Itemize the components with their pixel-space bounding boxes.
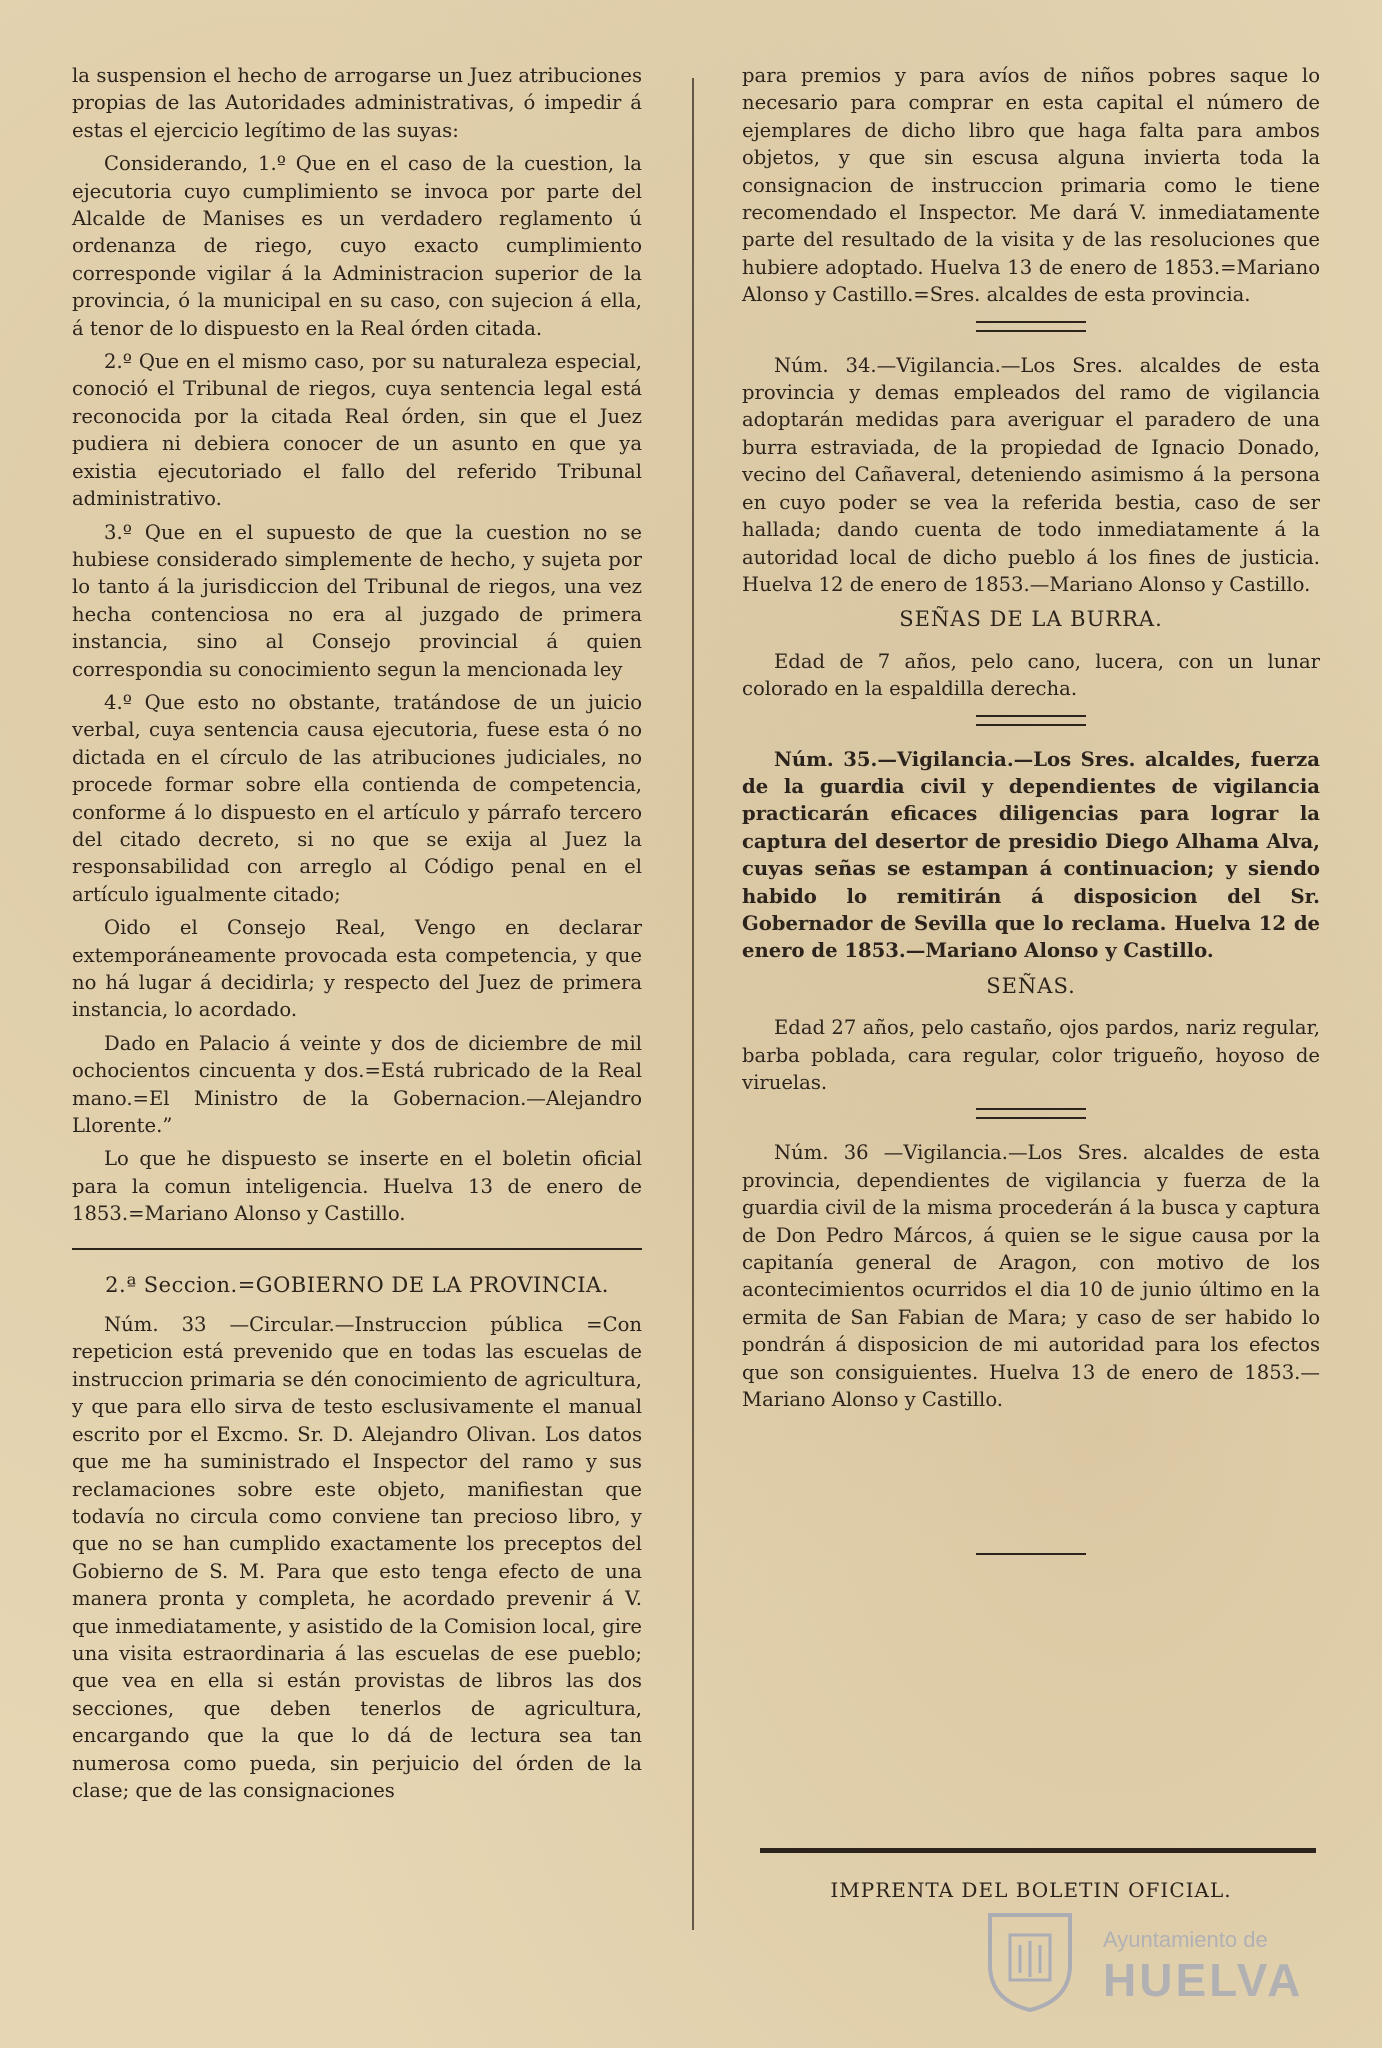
paragraph: Edad de 7 años, pelo cano, lucera, con un lunar colorado en la espaldilla derecha. xyxy=(742,649,1320,701)
footer-rule xyxy=(760,1848,1316,1853)
paragraph: Núm. 33 —Circular.—Instruccion pública =Con repeticion está prevenido que en todas las escuelas de instruccion primaria se dén conocimiento de agricultura, y que para ello sirva de testo esclusivamente el manual escrito por el Excmo. Sr. D. Alejandro Olivan. Los datos que me ha suministrado el Inspector del ramo y sus reclamaciones sobre este objeto, manifiestan que todavía no circula como conviene tan precioso libro, y que no se han cumplido exactamente los preceptos del Gobierno de S. M. Para que esto tenga efecto de una manera pronta y completa, he acordado prevenir á V. que inmediatamente, y asistido de la Comision local, gire una visita estraordinaria á las escuelas de ese pueblo; que vea en ella si están provistas de libros las dos secciones, que deben tenerlos de agricultura, encargando que la que lo dá de lectura sea tan numerosa como pueda, sin perjuicio del órden de la clase; que de las consignaciones xyxy=(72,1313,642,1802)
paragraph: para premios y para avíos de niños pobres saque lo necesario para comprar en esta capital el número de ejemplares de dicho libro que haga falta para ambos objetos, y que sin escusa alguna invierta toda la consignacion de instruccion primaria como le tiene recomendado el Inspector. Me dará V. inmediatamente parte del resultado de la visita y de las resoluciones que hubiere adoptado. Huelva 13 de enero de 1853.=Mariano Alonso y Castillo.=Sres. alcaldes de esta provincia. xyxy=(742,64,1320,307)
heading-senas: SEÑAS. xyxy=(986,973,1076,998)
right-column xyxy=(742,62,1320,1555)
column-divider xyxy=(692,78,694,1930)
imprenta-footer: IMPRENTA DEL BOLETIN OFICIAL. xyxy=(830,1878,1232,1902)
ornament-divider xyxy=(976,715,1086,726)
watermark-stamp xyxy=(975,1905,1335,2015)
paragraph: 2.º Que en el mismo caso, por su naturaleza especial, conoció el Tribunal de riegos, cuya sentencia legal está reconocida por la citada Real órden, sin que el Juez pudiera ni debiera conocer de un asunto en que ya existia ejecutoriado el fallo del referido Tribunal administrativo. xyxy=(72,350,642,511)
paragraph: Considerando, 1.º Que en el caso de la cuestion, la ejecutoria cuyo cumplimiento se invoca por parte del Alcalde de Manises es un verdadero reglamento ú ordenanza de riego, cuyo exacto cumplimiento corresponde vigilar á la Administracion superior de la provincia, ó la municipal en su caso, con sujecion á ella, á tenor de lo dispuesto en la Real órden citada. xyxy=(72,152,642,340)
paragraph: Dado en Palacio á veinte y dos de diciembre de mil ochocientos cincuenta y dos.=Está rubricado de la Real mano.=El Ministro de la Gobernacion.—Alejandro Llorente.” xyxy=(72,1031,642,1138)
paragraph: Núm. 36 —Vigilancia.—Los Sres. alcaldes de esta provincia, dependientes de vigilancia y fuerza de la guardia civil de la misma procederán á la busca y captura de Don Pedro Márcos, á quien se le sigue causa por la capitanía general de Aragon, con motivo de los acontecimientos ocurridos el dia 10 de junio último en la ermita de San Fabian de Mara; y caso de ser habido lo pondrán á disposicion de mi autoridad para los efectos que son consiguientes. Huelva 13 de enero de 1853.—Mariano Alonso y Castillo. xyxy=(742,1141,1320,1412)
paragraph: la suspension el hecho de arrogarse un Juez atribuciones propias de las Autoridades administrativas, ó impedir á estas el ejercicio legítimo de las suyas: xyxy=(72,64,642,142)
paragraph: Núm. 34.—Vigilancia.—Los Sres. alcaldes de esta provincia y demas empleados del ramo de vigilancia adoptarán medidas para averiguar el paradero de una burra estraviada, de la propiedad de Ignacio Donado, vecino del Cañaveral, deteniendo asimismo á la persona en cuyo poder se vea la referida bestia, caso de ser hallada; dando cuenta de todo inmediatamente á la autoridad local de dicho pueblo á los fines de justicia. Huelva 12 de enero de 1853.—Mariano Alonso y Castillo. xyxy=(742,353,1320,596)
ornament-divider xyxy=(976,321,1086,332)
stamp-line1: Ayuntamiento de xyxy=(1103,1927,1268,1952)
ornament-divider xyxy=(976,1108,1086,1119)
heading-senas-burra: SEÑAS DE LA BURRA. xyxy=(899,607,1163,632)
paragraph: 3.º Que en el supuesto de que la cuestion no se hubiese considerado simplemente de hecho, y sujeta por lo tanto á la jurisdiccion del Tribunal de riegos, una vez hecha contenciosa no era al juzgado de primera instancia, sino al Consejo provincial á quien correspondia su conocimiento segun la mencionada ley xyxy=(72,520,642,681)
stamp-line2: HUELVA xyxy=(1103,1954,1304,2006)
paragraph: Oido el Consejo Real, Vengo en declarar extemporáneamente provocada esta competencia, y que no há lugar á decidirla; y respecto del Juez de primera instancia, lo acordado. xyxy=(72,916,642,1022)
shield-icon xyxy=(975,1905,1085,2015)
short-divider xyxy=(976,1553,1086,1555)
paragraph: Núm. 35.—Vigilancia.—Los Sres. alcaldes, fuerza de la guardia civil y dependientes de vigilancia practicarán eficaces diligencias para lograr la captura del desertor de presidio Diego Alhama Alva, cuyas señas se estampan á continuacion; y siendo habido lo remitirán á disposicion del Sr. Gobernador de Sevilla que lo reclama. Huelva 12 de enero de 1853.—Mariano Alonso y Castillo. xyxy=(742,747,1320,963)
paragraph: Lo que he dispuesto se inserte en el boletin oficial para la comun inteligencia. Huelva 13 de enero de 1853.=Mariano Alonso y Castillo. xyxy=(72,1147,642,1226)
paragraph: 4.º Que esto no obstante, tratándose de un juicio verbal, cuya sentencia causa ejecutoria, fuese esta ó no dictada en el círculo de las atribuciones judiciales, no procede formar sobre ella contienda de competencia, conforme á lo dispuesto en el artículo y párrafo tercero del citado decreto, si no que se exija al Juez la responsabilidad con arreglo al Código penal en el artículo igualmente citado; xyxy=(72,690,642,906)
section-divider xyxy=(72,1248,642,1250)
left-column xyxy=(72,62,642,1810)
section-heading: 2.ª Seccion.=GOBIERNO DE LA PROVINCIA. xyxy=(105,1272,609,1297)
paragraph: Edad 27 años, pelo castaño, ojos pardos, nariz regular, barba poblada, cara regular, color trigueño, hoyoso de viruelas. xyxy=(742,1016,1320,1094)
